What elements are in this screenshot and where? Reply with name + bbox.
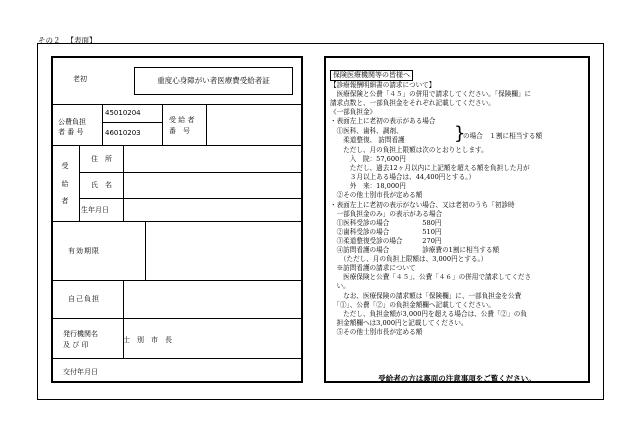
notice-line: 一部負担金のみ」の表示がある場合 xyxy=(330,210,443,218)
divider xyxy=(102,122,162,123)
divider xyxy=(206,104,207,145)
notice-line: ②その他士別市長が定める額 xyxy=(330,191,423,199)
notice-line: ただし、過去12ヶ月以内に上記額を超える額を負担した月が xyxy=(330,164,530,172)
notice-line: 《一部負担金》 xyxy=(330,108,377,116)
notice-line: ①医科受診の場合 580円 xyxy=(330,219,442,227)
notice-line: 医療保険と公費「４５」、公費「４６」の併用で請求してくださ xyxy=(330,273,532,281)
page-side: 【表面】 xyxy=(66,36,97,45)
certificate-front xyxy=(51,56,303,383)
notice-line: ※訪問看護の請求について xyxy=(330,264,416,272)
divider xyxy=(123,280,124,358)
notice-heading: 保険医療機関等の皆様へ xyxy=(330,70,413,81)
divider xyxy=(145,221,146,280)
issuer-label: 発行機関名 xyxy=(63,330,98,338)
notice-line: ①医科、歯科、調剤、 xyxy=(330,127,403,135)
payer-number: 45010204 xyxy=(105,109,141,117)
notice-line: 担金額欄へは3,000円と記載してください。 xyxy=(330,319,468,327)
notice-line: 【診療報酬明細書の請求について】 xyxy=(330,81,436,89)
name-label: 氏 名 xyxy=(91,181,112,189)
notice-line: の場合 １割に相当する額 xyxy=(463,132,543,140)
notice-line: ただし、月の負担上限額は次のとおりとします。 xyxy=(330,146,488,154)
divider xyxy=(53,221,301,222)
divider xyxy=(102,104,103,145)
notice-line: い。 xyxy=(330,282,350,290)
page-number: その２ xyxy=(38,36,61,45)
certificate-title: 重度心身障がい者医療費受給者証 xyxy=(134,67,293,95)
issuer-label: 及 び 印 xyxy=(63,341,89,349)
divider xyxy=(123,145,124,221)
divider xyxy=(53,318,301,319)
notice-line: （ただし、月の負担上限額は、3,000円とする。） xyxy=(330,255,488,263)
recipient-number-label: 受 給 者 xyxy=(169,116,195,124)
valid-period-label: 有効期限 xyxy=(68,247,100,255)
dob-label: 生年月日 xyxy=(81,206,109,214)
recipient-char: 給 xyxy=(61,179,69,188)
issue-date-label: 交付年月日 xyxy=(63,368,98,376)
notice-line: ・表面左上に老初の表示がある場合 xyxy=(330,117,436,125)
payer-number-label: 者 番 号 xyxy=(58,128,84,136)
divider xyxy=(53,104,301,105)
notice-line: 外 来：18,000円 xyxy=(330,182,406,190)
issuer-value: 士 別 市 長 xyxy=(123,336,172,344)
notice-line: 医療保険と公費「４５」の併用で請求してください。「保険欄」に xyxy=(330,90,532,98)
payer-number-label: 公費負担 xyxy=(58,118,86,126)
recipient-char: 者 xyxy=(61,197,69,206)
brace-icon: } xyxy=(454,123,466,144)
notice-line: ただし、負担金額が3,000円を超える場合は、公費「②」の負 xyxy=(330,310,527,318)
notice-line: なお、医療保険の請求額は「保険欄」に、一部負担金を公費 xyxy=(330,292,522,300)
notice-card xyxy=(324,56,590,383)
notice-line: 「①」、公費「②」の負担金額欄へ記載してください。 xyxy=(330,301,495,309)
payer-number: 46010203 xyxy=(105,129,141,137)
divider xyxy=(79,145,80,221)
divider xyxy=(53,358,301,359)
notice-line: ④訪問看護の場合 診療費の1割に相当する額 xyxy=(330,246,500,254)
address-label: 住 所 xyxy=(91,155,112,163)
divider xyxy=(79,198,301,199)
divider xyxy=(162,104,163,145)
divider xyxy=(79,172,301,173)
notice-line: ⑤その他士別市長が定める額 xyxy=(330,328,423,336)
notice-line: 請求点数と、一部負担金をそれぞれ記載してください。 xyxy=(330,99,495,107)
divider xyxy=(53,280,301,281)
back-side-notice: 受給者の方は裏面の注意事項をご覧ください。 xyxy=(378,374,536,383)
divider xyxy=(53,145,301,146)
notice-line: ②歯科受診の場合 510円 xyxy=(330,228,442,236)
notice-line: 柔道整復、 訪問看護 xyxy=(330,136,405,144)
copay-label: 自己負担 xyxy=(68,295,100,303)
notice-line: 入 院：57,600円 xyxy=(330,155,406,163)
recipient-section-label xyxy=(60,162,70,206)
recipient-number-label: 番 号 xyxy=(169,127,190,135)
notice-line: ３月以上ある場合は、44,400円とする。） xyxy=(330,173,476,181)
old-age-label: 老初 xyxy=(73,75,87,83)
notice-line: ③柔道整復受診の場合 270円 xyxy=(330,237,442,245)
recipient-char: 受 xyxy=(61,162,69,170)
notice-line: ・表面左上に老初の表示がない場合、又は老初のうち「初診時 xyxy=(330,201,515,209)
